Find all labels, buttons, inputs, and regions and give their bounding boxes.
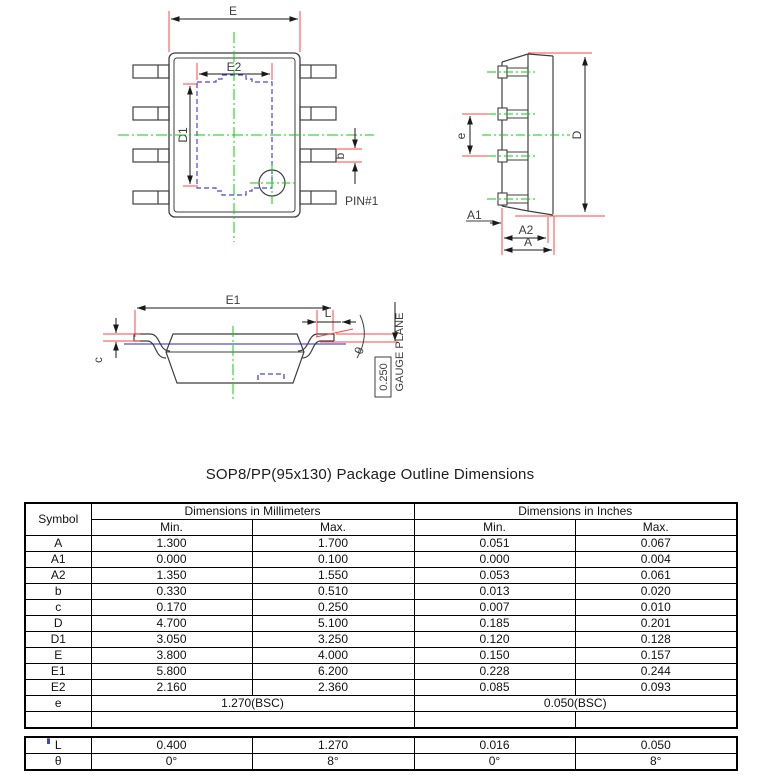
header-in-group: Dimensions in Inches	[414, 503, 737, 520]
dim-label-A2: A2	[518, 223, 534, 237]
header-mm-min: Min.	[91, 520, 252, 536]
dim-label-A: A	[523, 235, 533, 249]
dim-label-E: E	[228, 4, 238, 18]
cell-symbol: θ	[25, 754, 91, 771]
table-row-D1	[25, 632, 737, 648]
cell-in-min: 0°	[414, 754, 575, 771]
dim-label-D1: D1	[176, 127, 190, 143]
cell-mm-max: 0.510	[252, 584, 414, 600]
table-header-row	[25, 503, 737, 520]
cell-in-min: 0.120	[414, 632, 575, 648]
page-title: SOP8/PP(95x130) Package Outline Dimensions	[205, 466, 535, 483]
top-view-drawing	[118, 4, 379, 242]
table-row-E2	[25, 680, 737, 696]
cell-in-min: 0.150	[414, 648, 575, 664]
cell-in-min: 0.016	[414, 737, 575, 754]
cell-mm-min: 2.160	[91, 680, 252, 696]
cell-mm-max: 6.200	[252, 664, 414, 680]
cell-in-max	[575, 712, 737, 729]
cell-symbol: D1	[25, 632, 91, 648]
cell-in-max: 0.020	[575, 584, 737, 600]
cell-symbol	[25, 712, 91, 729]
cell-symbol: E2	[25, 680, 91, 696]
cell-in-min: 0.053	[414, 568, 575, 584]
cell-mm-min: 1.300	[91, 536, 252, 552]
gauge-value-label: 0.250	[378, 363, 390, 391]
cell-in-min: 0.007	[414, 600, 575, 616]
dim-label-L: L	[324, 306, 332, 320]
cell-symbol: A	[25, 536, 91, 552]
gauge-plane-label: GAUGE PLANE	[394, 312, 406, 392]
cell-mm-min: 3.050	[91, 632, 252, 648]
cell-in-min	[414, 712, 575, 729]
cell-in-max: 0.050	[575, 737, 737, 754]
table-row-E1	[25, 664, 737, 680]
pin1-label: PIN#1	[345, 194, 379, 208]
dim-label-E1: E1	[225, 293, 241, 307]
cell-in-min: 0.000	[414, 552, 575, 568]
cell-mm-min: 5.800	[91, 664, 252, 680]
side-view-drawing	[454, 53, 605, 255]
cell-mm-min: 0.170	[91, 600, 252, 616]
dimensions-table	[24, 502, 738, 729]
dim-label-E2: E2	[226, 60, 242, 74]
cell-in-min: 0.185	[414, 616, 575, 632]
table-row-E	[25, 648, 737, 664]
header-symbol: Symbol	[25, 503, 91, 536]
header-mm-max: Max.	[252, 520, 414, 536]
table-row-e	[25, 696, 737, 712]
cell-mm-max: 1.550	[252, 568, 414, 584]
dim-label-D: D	[570, 130, 584, 140]
dimensions-table-tail	[24, 736, 738, 771]
table-row-A1	[25, 552, 737, 568]
cell-in-max: 0.067	[575, 536, 737, 552]
cell-symbol: A2	[25, 568, 91, 584]
cell-mm-max: 1.700	[252, 536, 414, 552]
table-subheader-row	[25, 520, 737, 536]
cell-in-min: 0.051	[414, 536, 575, 552]
cell-in-min: 0.013	[414, 584, 575, 600]
table-row-b	[25, 584, 737, 600]
cell-symbol: E	[25, 648, 91, 664]
cell-mm-max: 8°	[252, 754, 414, 771]
table-row-c	[25, 600, 737, 616]
table-row-theta	[25, 754, 737, 771]
cell-in-max: 0.004	[575, 552, 737, 568]
cell-mm-span: 1.270(BSC)	[91, 696, 414, 712]
cell-mm-max: 3.250	[252, 632, 414, 648]
dim-label-e: e	[454, 132, 468, 140]
table-row-D	[25, 616, 737, 632]
cell-symbol: e	[25, 696, 91, 712]
cell-mm-min: 1.350	[91, 568, 252, 584]
cell-mm-max: 0.250	[252, 600, 414, 616]
cell-mm-span	[91, 712, 414, 729]
cell-in-min: 0.228	[414, 664, 575, 680]
cell-mm-min: 0.400	[91, 737, 252, 754]
front-view-leads	[134, 334, 334, 358]
header-mm-group: Dimensions in Millimeters	[91, 503, 414, 520]
cell-mm-max: 1.270	[252, 737, 414, 754]
table-row-blank	[25, 712, 737, 729]
cell-symbol: D	[25, 616, 91, 632]
cell-in-max: 0.010	[575, 600, 737, 616]
header-in-min: Min.	[414, 520, 575, 536]
cell-symbol: L	[25, 737, 91, 754]
cell-mm-min: 0°	[91, 754, 252, 771]
cell-mm-max: 4.000	[252, 648, 414, 664]
cell-in-max: 8°	[575, 754, 737, 771]
cell-in-min: 0.085	[414, 680, 575, 696]
dim-label-theta: θ	[351, 345, 367, 357]
cell-symbol: b	[25, 584, 91, 600]
header-in-max: Max.	[575, 520, 737, 536]
table-row-A2	[25, 568, 737, 584]
dim-label-b: b	[333, 152, 347, 160]
cell-in-max: 0.157	[575, 648, 737, 664]
front-view-drawing	[91, 293, 406, 401]
cell-mm-min: 0.000	[91, 552, 252, 568]
cell-mm-max: 2.360	[252, 680, 414, 696]
cell-mm-max: 5.100	[252, 616, 414, 632]
cell-mm-min: 3.800	[91, 648, 252, 664]
cell-in-max: 0.093	[575, 680, 737, 696]
table-row-L	[25, 737, 737, 754]
cell-in-span: 0.050(BSC)	[414, 696, 737, 712]
cell-symbol: E1	[25, 664, 91, 680]
cell-in-max: 0.128	[575, 632, 737, 648]
cell-in-max: 0.201	[575, 616, 737, 632]
cell-in-max: 0.244	[575, 664, 737, 680]
cell-mm-max: 0.100	[252, 552, 414, 568]
dim-label-A1: A1	[467, 208, 482, 222]
table-row-A	[25, 536, 737, 552]
cell-mm-min: 4.700	[91, 616, 252, 632]
front-view-body	[166, 334, 304, 383]
cell-in-max: 0.061	[575, 568, 737, 584]
cell-symbol: A1	[25, 552, 91, 568]
dim-label-c: c	[91, 357, 105, 363]
cell-symbol: c	[25, 600, 91, 616]
cell-mm-min: 0.330	[91, 584, 252, 600]
